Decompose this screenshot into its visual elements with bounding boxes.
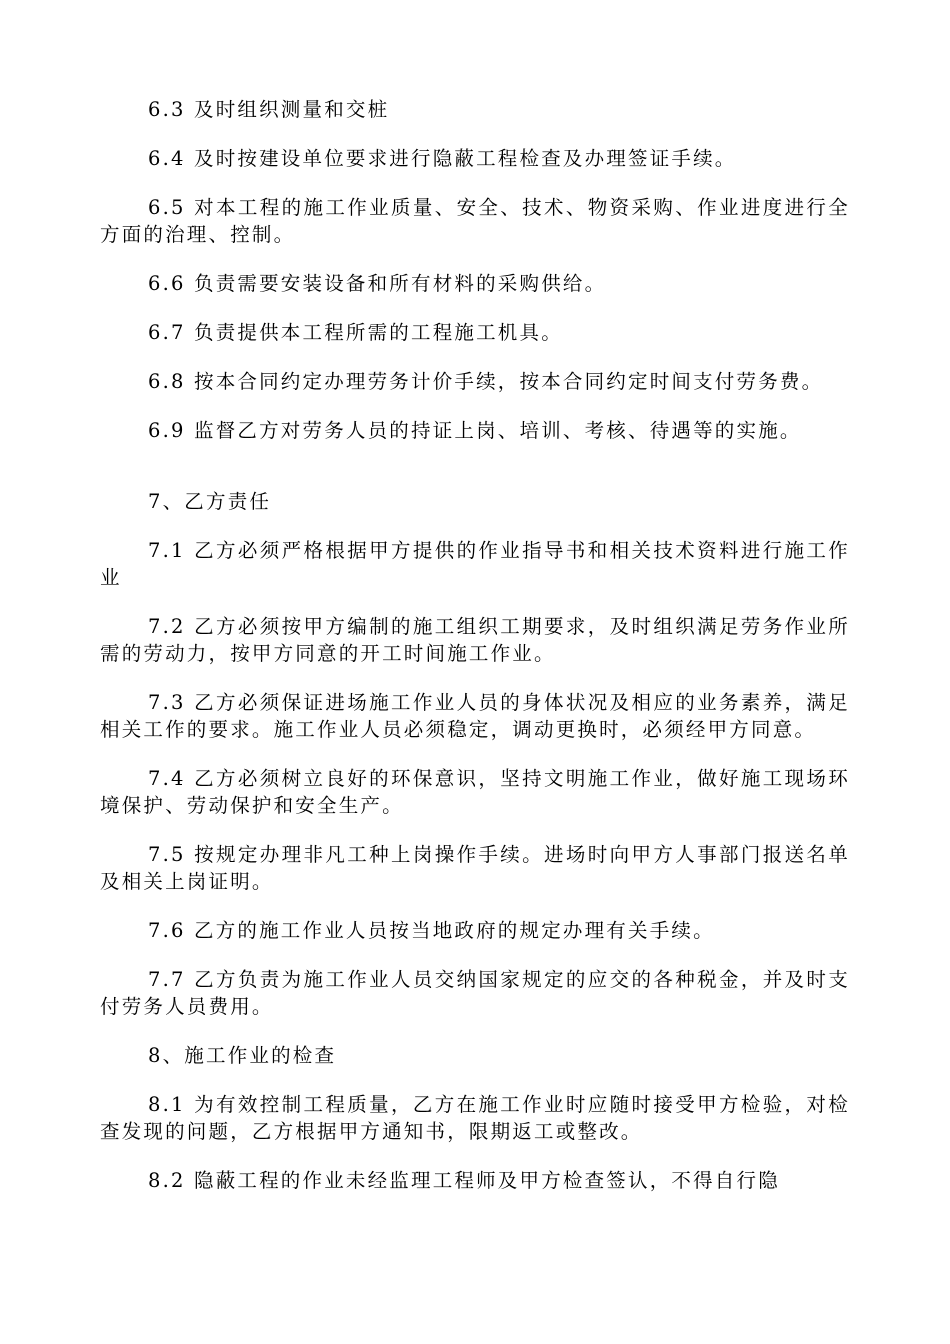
clause-7-6: 7.6 乙方的施工作业人员按当地政府的规定办理有关手续。 [148, 919, 715, 942]
clause-6-9: 6.9 监督乙方对劳务人员的持证上岗、培训、考核、待遇等的实施。 [148, 419, 802, 442]
clause-6-7: 6.7 负责提供本工程所需的工程施工机具。 [148, 321, 563, 344]
clause-6-6: 6.6 负责需要安装设备和所有材料的采购供给。 [148, 272, 607, 295]
clause-7-4: 7.4 乙方必须树立良好的环保意识，坚持文明施工作业，做好施工现场环境保护、劳动保护和安全生产。 [100, 767, 850, 817]
clause-7-5: 7.5 按规定办理非凡工种上岗操作手续。进场时向甲方人事部门报送名单及相关上岗证明。 [100, 843, 850, 893]
clause-8-2: 8.2 隐蔽工程的作业未经监理工程师及甲方检查签认，不得自行隐 [148, 1169, 780, 1192]
clause-7-2: 7.2 乙方必须按甲方编制的施工组织工期要求，及时组织满足劳务作业所需的劳动力，按甲方同意的开工时间施工作业。 [100, 615, 850, 665]
clause-8-1: 8.1 为有效控制工程质量，乙方在施工作业时应随时接受甲方检验，对检查发现的问题，乙方根据甲方通知书，限期返工或整改。 [100, 1093, 850, 1143]
clause-7-1: 7.1 乙方必须严格根据甲方提供的作业指导书和相关技术资料进行施工作业 [100, 539, 850, 589]
clause-6-8: 6.8 按本合同约定办理劳务计价手续，按本合同约定时间支付劳务费。 [148, 370, 824, 393]
clause-7-3: 7.3 乙方必须保证进场施工作业人员的身体状况及相应的业务素养，满足相关工作的要求。施工作业人员必须稳定，调动更换时，必须经甲方同意。 [100, 691, 850, 741]
clause-6-3: 6.3 及时组织测量和交桩 [148, 98, 390, 121]
clause-6-4: 6.4 及时按建设单位要求进行隐蔽工程检查及办理签证手续。 [148, 147, 737, 170]
section-heading-7: 7、乙方责任 [148, 490, 272, 513]
section-heading-8: 8、施工作业的检查 [148, 1044, 337, 1067]
clause-6-5: 6.5 对本工程的施工作业质量、安全、技术、物资采购、作业进度进行全方面的治理、控制。 [100, 196, 850, 246]
clause-7-7: 7.7 乙方负责为施工作业人员交纳国家规定的应交的各种税金，并及时支付劳务人员费用。 [100, 968, 850, 1018]
